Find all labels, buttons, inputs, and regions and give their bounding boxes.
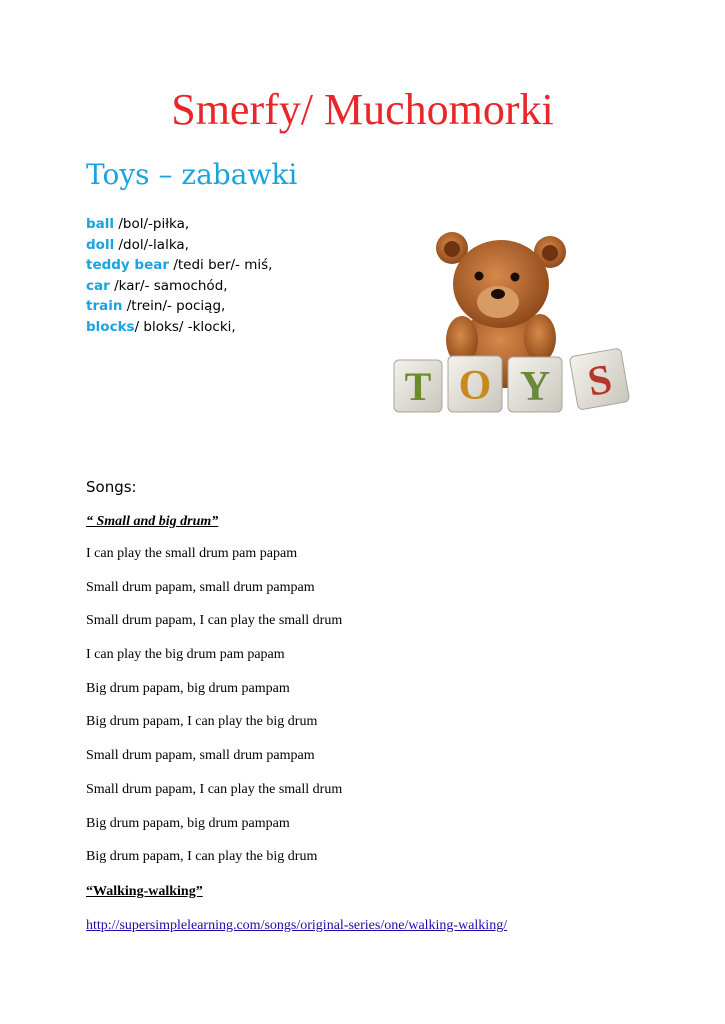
song-link[interactable]: http://supersimplelearning.com/songs/original-series/one/walking-walking/ <box>86 918 508 933</box>
vocab-word: car <box>86 277 110 294</box>
section-title: Toys – zabawki <box>86 158 298 191</box>
vocab-word: train <box>86 298 123 315</box>
lyric-line: I can play the small drum pam papam <box>86 546 298 561</box>
vocabulary-list <box>86 214 272 338</box>
lyric-line: I can play the big drum pam papam <box>86 647 285 663</box>
vocab-item <box>86 276 272 297</box>
vocab-word: ball <box>86 216 115 232</box>
vocab-item <box>86 214 272 235</box>
lyric-line: Small drum papam, I can play the small drum <box>86 781 343 797</box>
lyric-line: Small drum papam, small drum pampam <box>86 579 315 595</box>
vocab-word: blocks <box>86 318 135 335</box>
vocab-translation: /trein/- pociąg, <box>122 298 226 315</box>
lyric-line: Big drum papam, big drum pampam <box>86 680 290 696</box>
vocab-item <box>86 235 272 256</box>
block-letter-o: O <box>458 363 492 409</box>
block-letter-y: Y <box>519 364 551 410</box>
vocab-translation: /kar/- samochód, <box>109 277 228 294</box>
block-letter-t: T <box>404 364 432 409</box>
song-lyrics <box>86 545 342 882</box>
vocab-word: doll <box>86 236 115 253</box>
lyric-line: Big drum papam, I can play the big drum <box>86 849 318 865</box>
page-title: Smerfy/ Muchomorki <box>171 85 554 134</box>
lyric-line: Big drum papam, I can play the big drum <box>86 714 318 730</box>
song-title: “Walking-walking” <box>86 884 203 899</box>
song-title: “ Small and big drum” <box>86 514 219 529</box>
vocab-translation: /tedi ber/- miś, <box>169 257 273 274</box>
vocab-word: teddy bear <box>86 257 170 274</box>
vocab-item <box>86 255 272 276</box>
lyric-line: Small drum papam, small drum pampam <box>86 748 315 764</box>
teddy-bear-toys-illustration <box>388 222 638 418</box>
vocab-item <box>86 317 272 338</box>
block-letter-s: S <box>584 356 616 406</box>
vocab-translation: / bloks/ -klocki, <box>134 318 236 335</box>
vocab-item <box>86 296 272 317</box>
lyric-line: Small drum papam, I can play the small drum <box>86 613 343 629</box>
vocab-translation: /bol/-piłka, <box>114 216 190 232</box>
songs-heading: Songs: <box>86 478 137 496</box>
toy-blocks <box>394 348 630 412</box>
lyric-line: Big drum papam, big drum pampam <box>86 815 290 831</box>
vocab-translation: /dol/-lalka, <box>114 236 189 253</box>
